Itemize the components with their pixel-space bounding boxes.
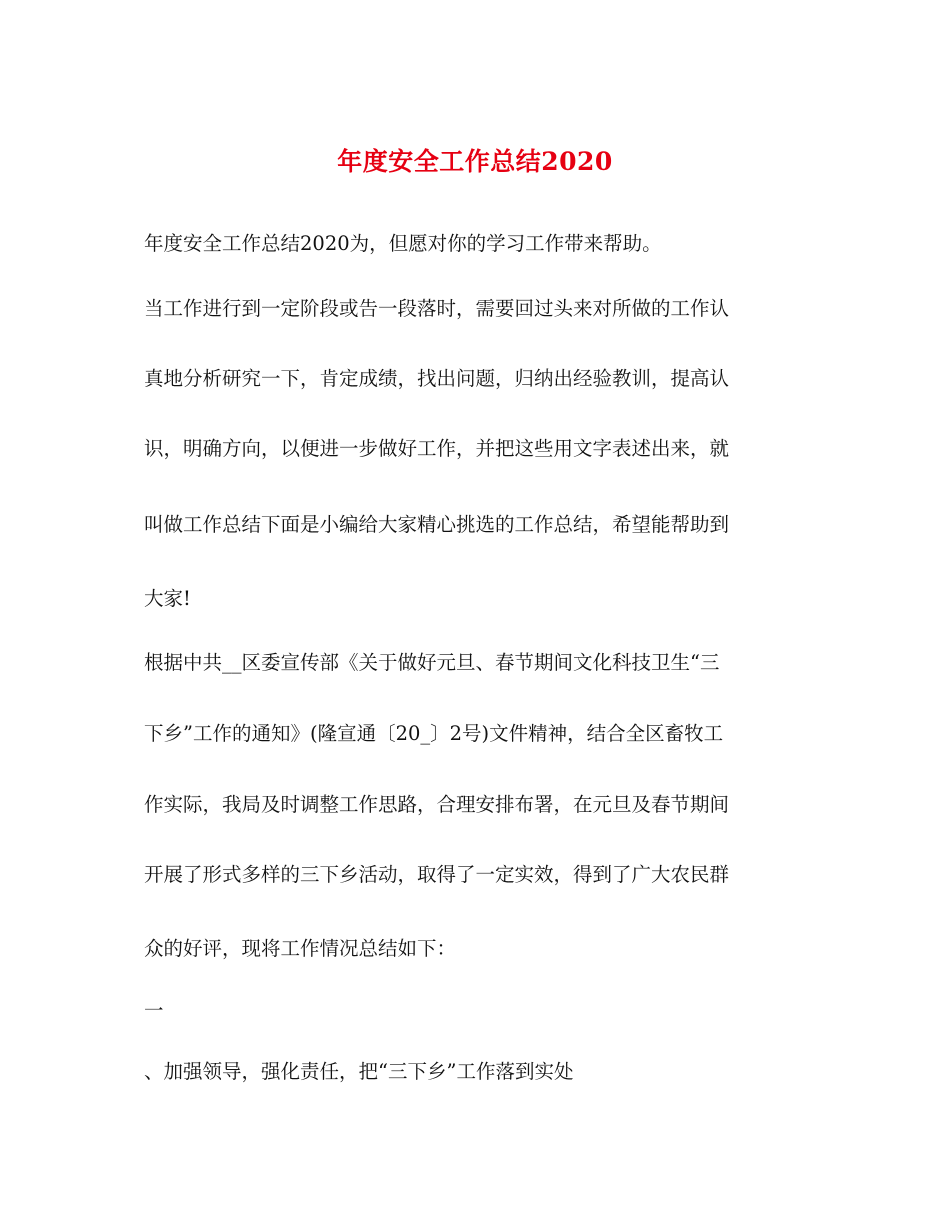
document-title: 年度安全工作总结2020: [337, 147, 613, 176]
body-line: 根据中共__区委宣传部《关于做好元旦、春节期间文化科技卫生“三: [144, 651, 720, 674]
body-line: 作实际，我局及时调整工作思路，合理安排布署，在元旦及春节期间: [144, 793, 730, 816]
intro-line: 年度安全工作总结2020为，但愿对你的学习工作带来帮助。: [144, 232, 662, 255]
body-line: 开展了形式多样的三下乡活动，取得了一定实效，得到了广大农民群: [144, 863, 730, 886]
section-number: 一: [144, 999, 164, 1022]
body-line: 众的好评，现将工作情况总结如下：: [144, 937, 457, 960]
body-line: 识，明确方向，以便进一步做好工作，并把这些用文字表述出来，就: [144, 437, 730, 460]
body-line: 当工作进行到一定阶段或告一段落时，需要回过头来对所做的工作认: [144, 297, 730, 320]
body-line: 真地分析研究一下，肯定成绩，找出问题，归纳出经验教训，提高认: [144, 367, 730, 390]
body-line: 下乡”工作的通知》(隆宣通〔20_〕2号)文件精神，结合全区畜牧工: [144, 722, 724, 745]
section-heading: 、加强领导，强化责任，把“三下乡”工作落到实处: [144, 1060, 574, 1083]
body-line: 叫做工作总结下面是小编给大家精心挑选的工作总结，希望能帮助到: [144, 513, 730, 536]
body-line: 大家!: [144, 587, 191, 610]
